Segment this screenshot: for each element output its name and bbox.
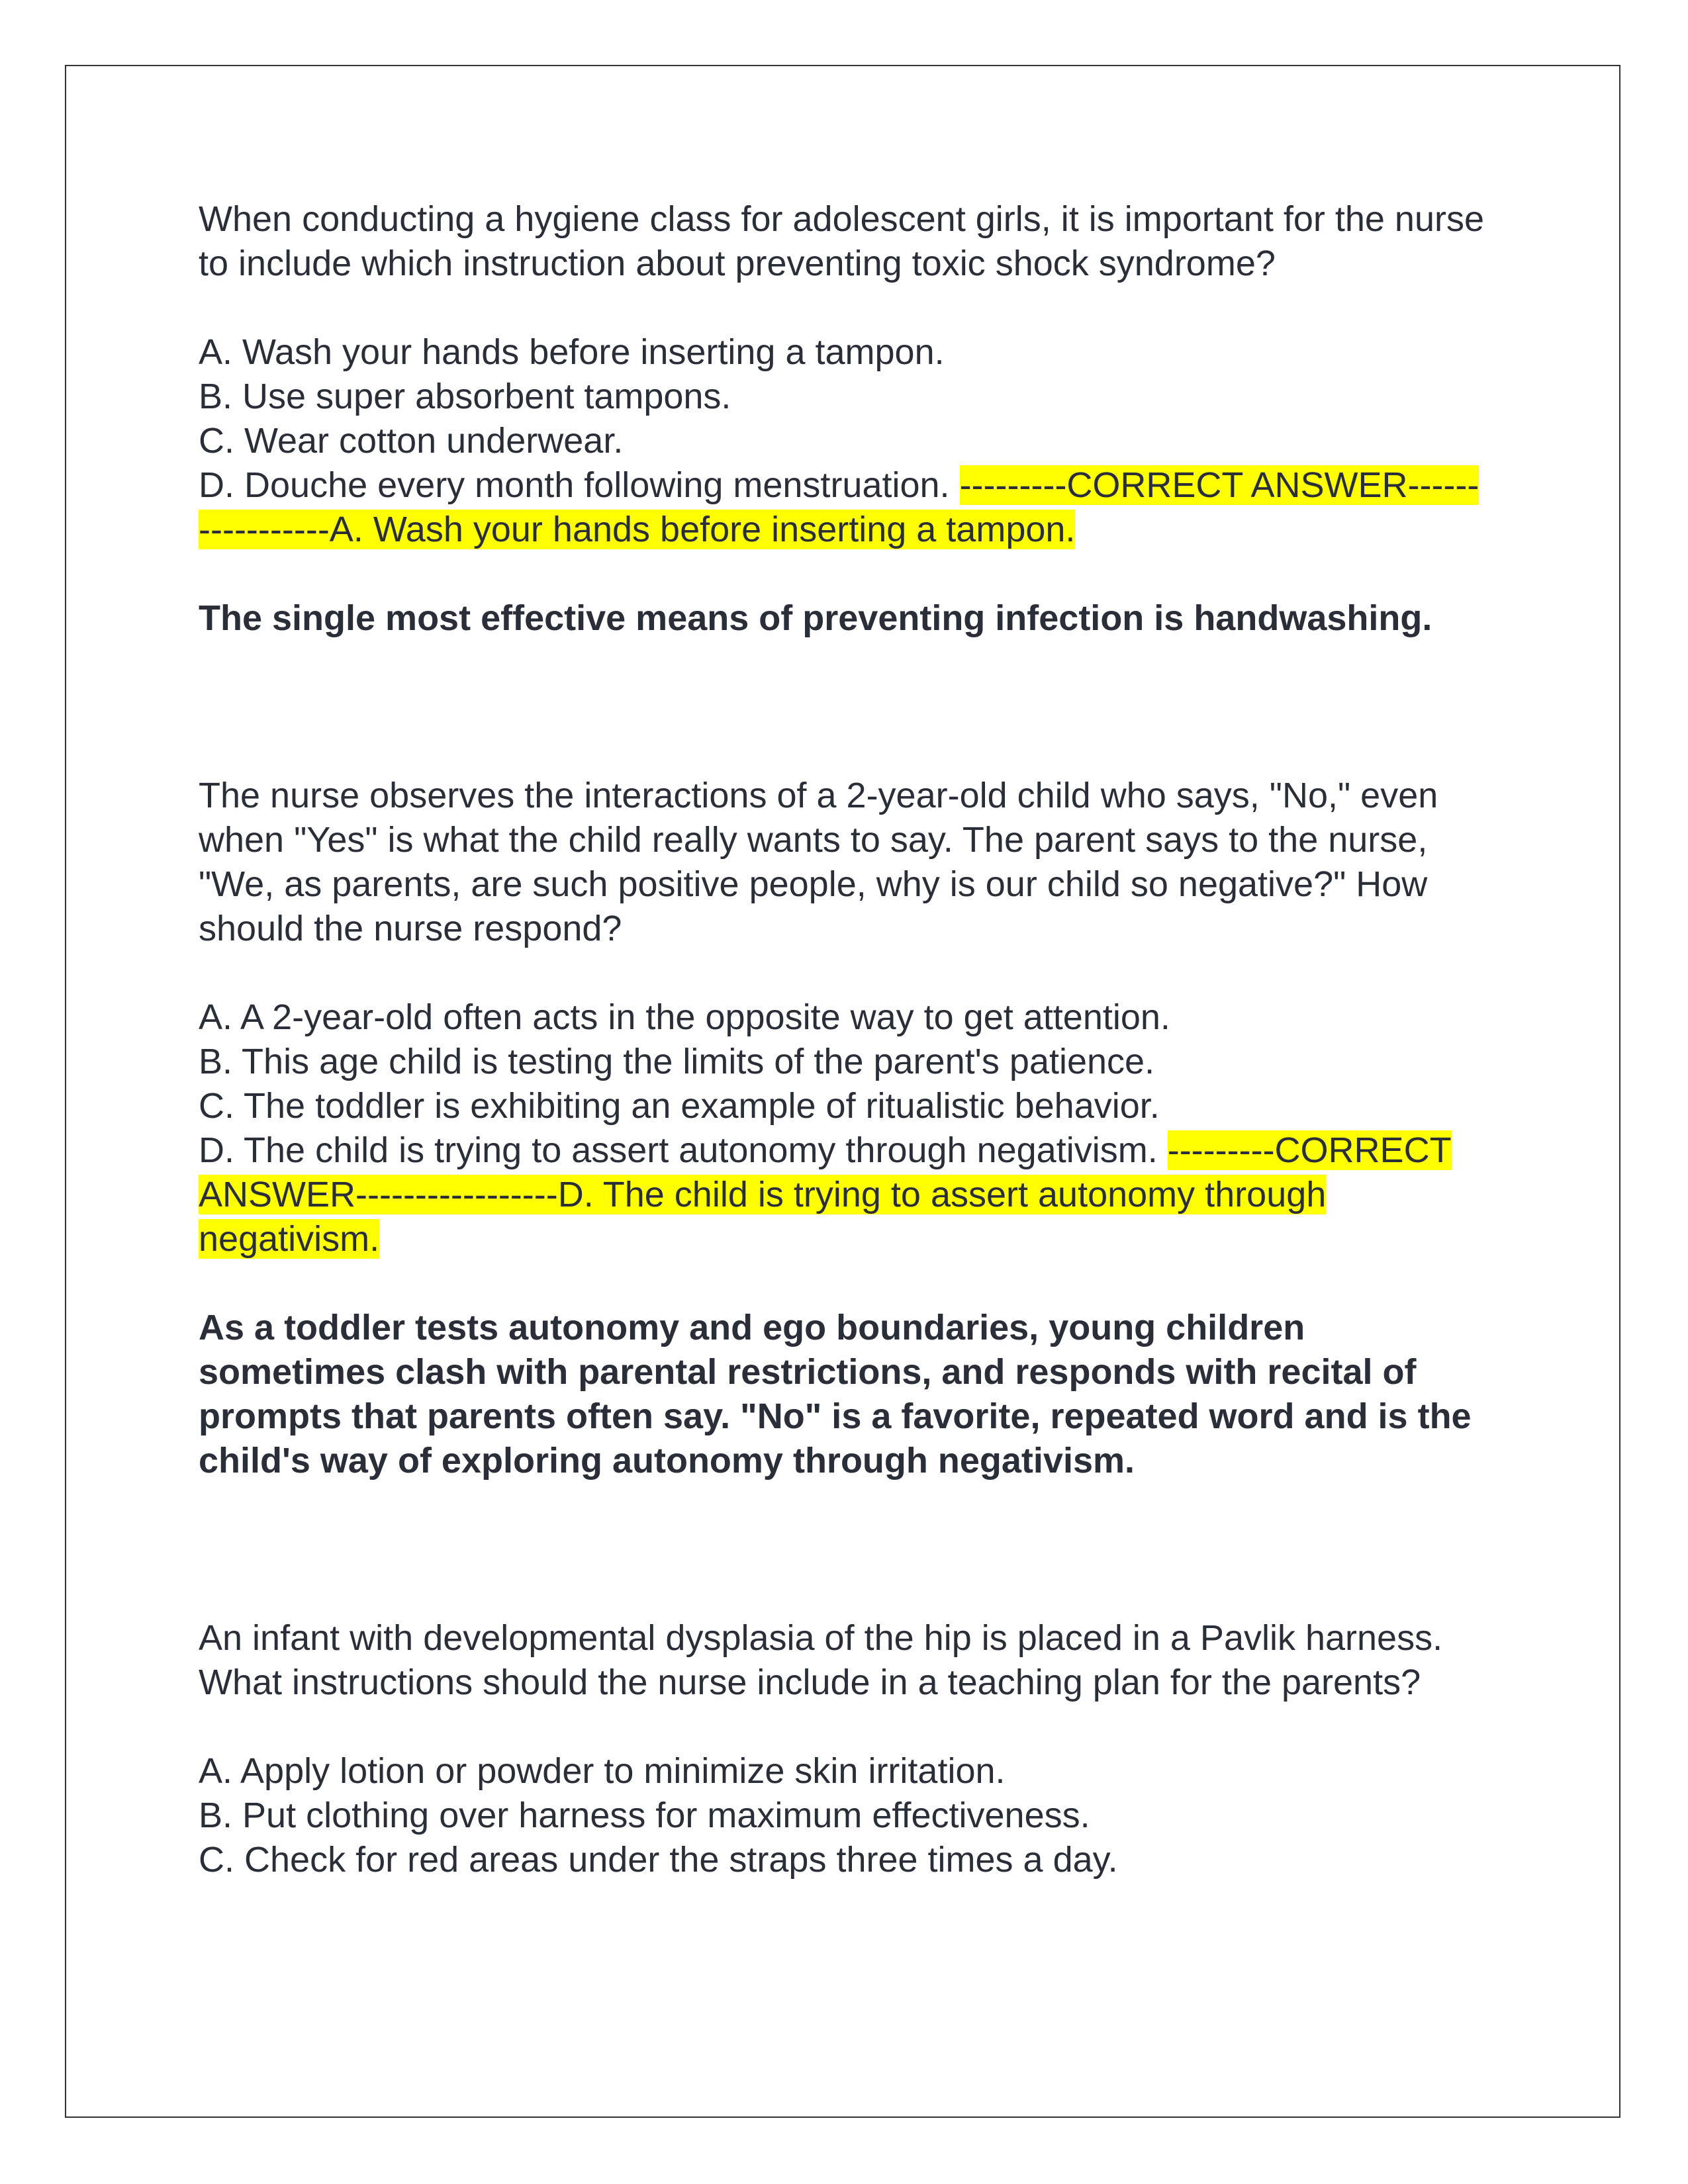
question-stem: The nurse observes the interactions of a 2-year-old child who says, "No," even when "Yes" is what the child really wants to say. The parent says to the nurse, "We, as parents, are such positive people, why is our child so negative?" How should the nurse respond? [199,776,1438,948]
option-b: B. This age child is testing the limits of the parent's patience. [199,1042,1155,1081]
options-list [199,330,1489,552]
option-d-with-answer [199,1128,1489,1261]
spacer [199,641,1489,774]
option-a: A. A 2-year-old often acts in the opposite way to get attention. [199,997,1170,1037]
option-b: B. Use super absorbent tampons. [199,377,731,416]
correct-answer-highlight: ---------CORRECT ANSWER-----------------A. Wash your hands before inserting a tampon. [199,465,1479,549]
question-block [199,197,1489,641]
rationale: The single most effective means of preventing infection is handwashing. [199,598,1432,638]
option-c: C. Wear cotton underwear. [199,421,624,461]
rationale: As a toddler tests autonomy and ego boundaries, young children sometimes clash with parental restrictions, and responds with recital of prompts that parents often say. "No" is a favorite, repeated word and is the child's way of exploring autonomy through negativism. [199,1308,1472,1480]
question-block [199,774,1489,1483]
question-block [199,1616,1489,1882]
option-b: B. Put clothing over harness for maximum effectiveness. [199,1796,1090,1835]
option-d-with-answer [199,463,1489,552]
option-c: C. Check for red areas under the straps three times a day. [199,1840,1118,1880]
option-d: D. The child is trying to assert autonomy through negativism. [199,1130,1158,1170]
spacer [199,1483,1489,1616]
option-d: D. Douche every month following menstruation. [199,465,950,505]
option-c: C. The toddler is exhibiting an example of ritualistic behavior. [199,1086,1160,1126]
document-content [199,197,1489,1882]
options-list [199,995,1489,1261]
options-list [199,1749,1489,1882]
correct-answer-highlight: ---------CORRECT ANSWER-----------------D. The child is trying to assert autonomy through negativism. [199,1130,1452,1259]
option-a: A. Apply lotion or powder to minimize skin irritation. [199,1751,1006,1791]
option-a: A. Wash your hands before inserting a tampon. [199,332,945,372]
question-stem: When conducting a hygiene class for adolescent girls, it is important for the nurse to include which instruction about preventing toxic shock syndrome? [199,199,1484,283]
question-stem: An infant with developmental dysplasia of the hip is placed in a Pavlik harness. What instructions should the nurse include in a teaching plan for the parents? [199,1618,1443,1702]
